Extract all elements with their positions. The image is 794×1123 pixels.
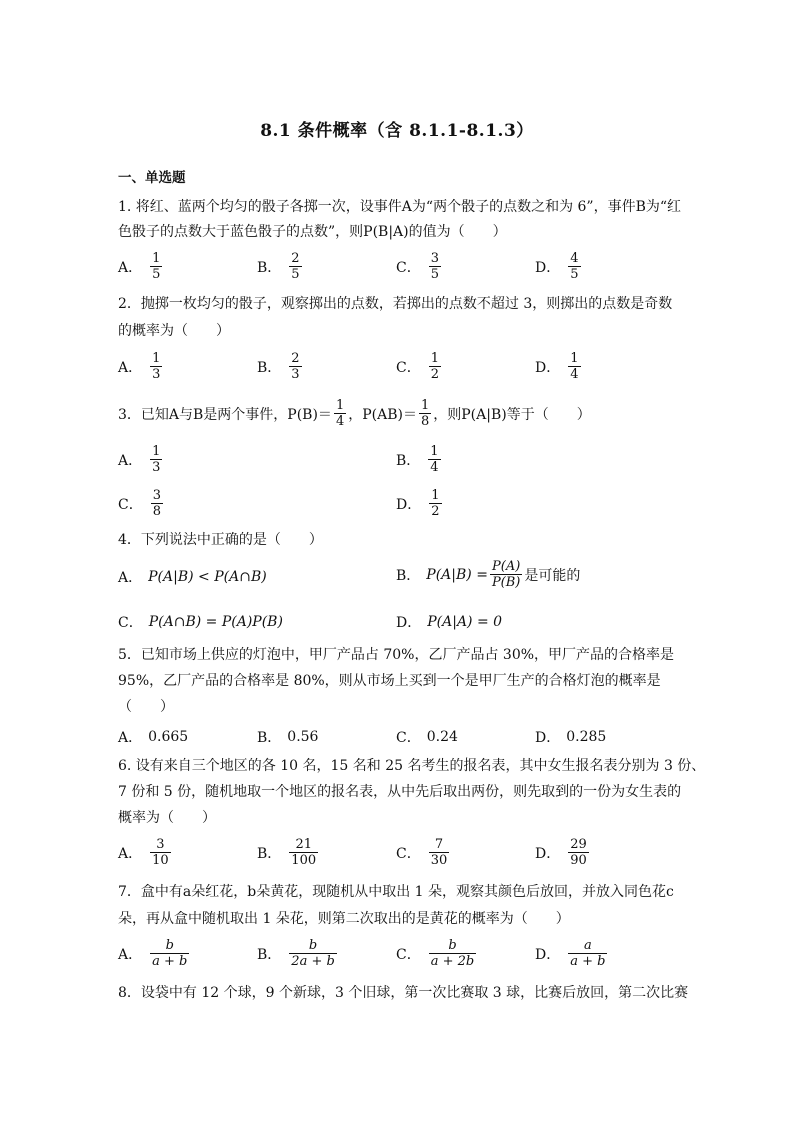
q4-option-c — [118, 612, 283, 632]
q1-text-line1: 1. 将红、蓝两个均匀的骰子各掷一次，设事件A为“两个骰子的点数之和为 6”，事件B为“红 — [118, 199, 682, 215]
option-formula: P(A|B) = — [426, 567, 488, 583]
option-label: D． — [396, 497, 422, 513]
option-label: C． — [396, 846, 421, 862]
option-formula: P(A|B) < P(A∩B) — [148, 569, 267, 585]
q7-option-d — [535, 939, 609, 969]
fraction: $\frac{3}{8}$ — [152, 488, 161, 519]
fraction: $\frac{P(A)}{P(B)}$ — [491, 559, 521, 590]
option-label: B． — [257, 846, 282, 862]
option-label: A． — [118, 846, 143, 862]
q6-text-line3: 概率为（ ） — [118, 810, 216, 826]
q2-option-c — [396, 352, 443, 382]
option-label: D． — [535, 947, 561, 963]
q7-option-b — [257, 939, 339, 969]
option-label: A． — [118, 947, 143, 963]
fraction: $\frac{a}{a + b}$ — [570, 938, 606, 969]
q7-option-c — [396, 939, 478, 969]
option-text: 0.665 — [148, 729, 189, 745]
q1-text-line2: 色骰子的点数大于蓝色骰子的点数”，则P(B|A)的值为（ ） — [118, 224, 507, 240]
fraction: $\frac{2}{5}$ — [291, 251, 300, 282]
fraction: $\frac{1}{3}$ — [152, 351, 161, 382]
q6-text-line2: 7 份和 5 份，随机地取一个地区的报名表，从中先后取出两份，则先取到的一份为女生表的 — [118, 784, 682, 800]
fraction: $\frac{b}{a + b}$ — [152, 938, 188, 969]
q3-text — [118, 399, 591, 429]
option-label: A． — [118, 453, 143, 469]
option-label: C． — [118, 615, 143, 631]
option-label: B． — [257, 730, 282, 746]
option-label: B． — [257, 260, 282, 276]
q6-option-d — [535, 838, 591, 868]
fraction: $\frac{b}{a + 2b}$ — [430, 938, 475, 969]
option-label: B． — [257, 947, 282, 963]
fraction: $\frac{7}{30}$ — [430, 837, 448, 868]
q6-option-b — [257, 838, 320, 868]
q4-option-a — [118, 567, 267, 587]
fraction: $\frac{29}{90}$ — [570, 837, 587, 868]
q8-text-line1: 8．设袋中有 12 个球，9 个新球，3 个旧球，第一次比赛取 3 球，比赛后放回，第二次比赛 — [118, 985, 689, 1001]
option-label: C． — [396, 947, 421, 963]
option-label: A． — [118, 730, 143, 746]
q5-text-line1: 5．已知市场上供应的灯泡中，甲厂产品占 70%，乙厂产品占 30%，甲厂产品的合格率是 — [118, 647, 675, 663]
q5-option-d — [535, 727, 606, 747]
option-label: A． — [118, 360, 143, 376]
fraction: $\frac{1}{5}$ — [152, 251, 161, 282]
fraction: $\frac{1}{8}$ — [420, 398, 430, 429]
fraction: $\frac{1}{4}$ — [430, 444, 439, 475]
fraction: $\frac{3}{10}$ — [152, 837, 169, 868]
q2-option-d — [535, 352, 583, 382]
page-title: 8.1 条件概率（含 8.1.1-8.1.3） — [260, 121, 534, 141]
option-label: D． — [535, 846, 561, 862]
option-text: 0.24 — [426, 729, 458, 745]
fraction: $\frac{1}{2}$ — [430, 351, 439, 382]
q4-text: 4．下列说法中正确的是（ ） — [118, 532, 323, 548]
q5-text-line3: （ ） — [118, 699, 174, 715]
q6-text-line1: 6. 设有来自三个地区的各 10 名，15 名和 25 名考生的报名表，其中女生报名表分别为 3 份、 — [118, 758, 706, 774]
q7-option-a — [118, 939, 191, 969]
q1-option-c — [396, 252, 443, 282]
fraction: $\frac{1}{2}$ — [431, 488, 440, 519]
option-label: C． — [118, 497, 143, 513]
fraction: $\frac{2}{3}$ — [291, 351, 300, 382]
q3-text-part: ，P(AB)＝ — [348, 407, 417, 423]
option-label: D． — [535, 730, 561, 746]
q3-option-a — [118, 445, 164, 475]
q7-text-line1: 7．盒中有a朵红花，b朵黄花，现随机从中取出 1 朵，观察其颜色后放回，并放入同色花c — [118, 884, 674, 900]
q3-option-c — [118, 489, 165, 519]
q3-option-d — [396, 489, 444, 519]
section-heading: 一、单选题 — [118, 170, 186, 186]
option-label: B． — [396, 568, 421, 584]
q4-option-b — [396, 560, 580, 590]
fraction: $\frac{1}{4}$ — [335, 398, 345, 429]
option-text: 0.56 — [287, 729, 319, 745]
option-label: C． — [396, 260, 421, 276]
option-label: A． — [118, 260, 143, 276]
fraction: $\frac{4}{5}$ — [570, 251, 579, 282]
option-text: 是可能的 — [524, 568, 581, 584]
option-label: B． — [396, 453, 421, 469]
fraction: $\frac{b}{2a + b}$ — [291, 938, 335, 969]
q3-text-part: ，则P(A|B)等于（ ） — [433, 407, 591, 423]
q4-option-d — [396, 612, 502, 632]
q2-text-line1: 2．抛掷一枚均匀的骰子，观察掷出的点数，若掷出的点数不超过 3，则掷出的点数是奇数 — [118, 296, 673, 312]
q5-option-c — [396, 727, 458, 747]
q2-option-b — [257, 352, 304, 382]
option-formula: P(A∩B) = P(A)P(B) — [148, 614, 283, 630]
q1-option-d — [535, 252, 583, 282]
option-formula: P(A|A) = 0 — [427, 614, 503, 630]
option-label: D． — [535, 260, 561, 276]
q3-option-b — [396, 445, 443, 475]
option-label: B． — [257, 360, 282, 376]
option-label: D． — [535, 360, 561, 376]
fraction: $\frac{1}{3}$ — [152, 444, 161, 475]
q5-option-a — [118, 727, 188, 747]
q5-text-line2: 95%，乙厂产品的合格率是 80%，则从市场上买到一个是甲厂生产的合格灯泡的概率是 — [118, 673, 661, 689]
option-label: A． — [118, 570, 143, 586]
q1-option-a — [118, 252, 164, 282]
q3-text-part: 3．已知A与B是两个事件，P(B)＝ — [118, 407, 332, 423]
q6-option-a — [118, 838, 173, 868]
option-label: D． — [396, 615, 422, 631]
fraction: $\frac{3}{5}$ — [430, 251, 439, 282]
option-text: 0.285 — [566, 729, 607, 745]
q2-option-a — [118, 352, 164, 382]
q2-text-line2: 的概率为（ ） — [118, 323, 230, 339]
q5-option-b — [257, 727, 318, 747]
fraction: $\frac{1}{4}$ — [570, 351, 579, 382]
fraction: $\frac{21}{100}$ — [291, 837, 317, 868]
q6-option-c — [396, 838, 451, 868]
q7-text-line2: 朵，再从盒中随机取出 1 朵花，则第二次取出的是黄花的概率为（ ） — [118, 911, 570, 927]
option-label: C． — [396, 360, 421, 376]
option-label: C． — [396, 730, 421, 746]
q1-option-b — [257, 252, 304, 282]
